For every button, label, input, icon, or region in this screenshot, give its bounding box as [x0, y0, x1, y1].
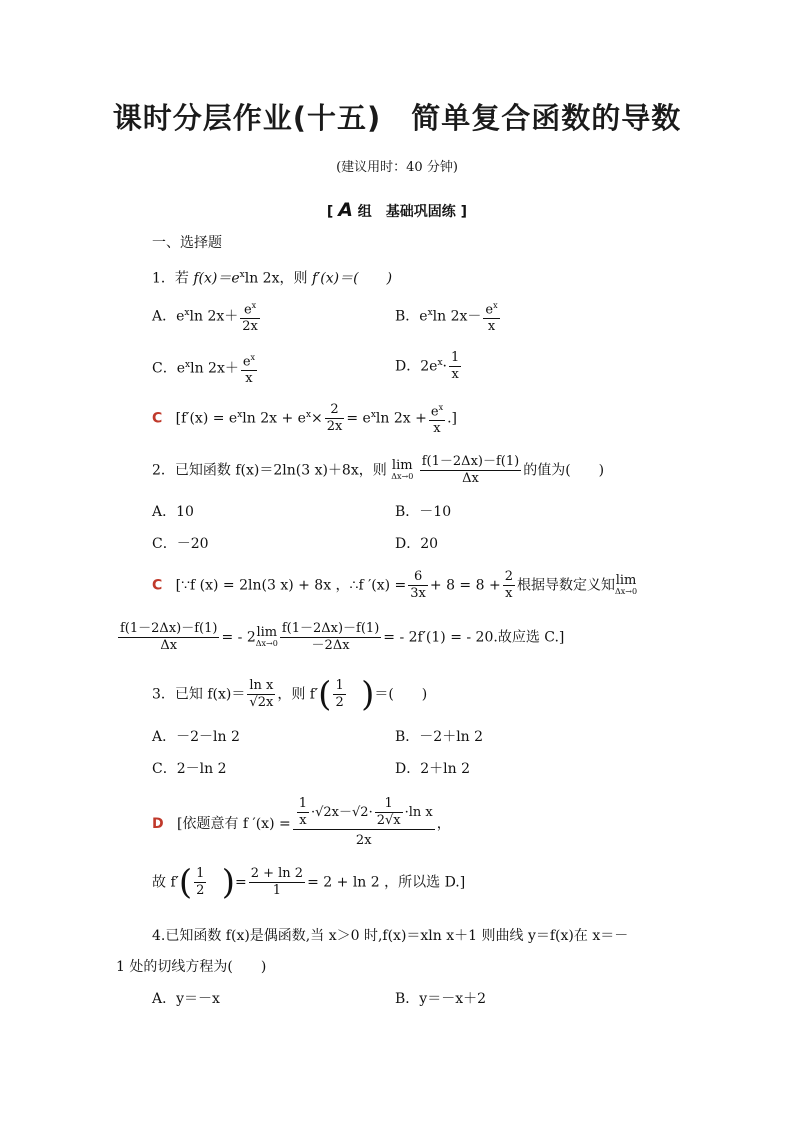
denominator: 2x: [355, 833, 372, 848]
denominator: 2: [335, 695, 344, 710]
denominator: Δx: [462, 471, 479, 486]
q3-option-c[interactable]: C．2－ln 2: [152, 761, 227, 777]
numerator: 1: [196, 866, 205, 881]
numerator: [240, 298, 260, 319]
numerator: [429, 400, 445, 421]
q1-stem-a: 1．若: [152, 270, 194, 287]
section-heading: 一、选择题: [152, 235, 222, 251]
q2-answer: C: [152, 577, 163, 594]
q4-option-b[interactable]: B．y＝－x＋2: [395, 991, 486, 1007]
option-text: ln 2x＋: [189, 308, 239, 325]
q3-stem-c: ＝( ): [374, 686, 428, 703]
q1-option-c[interactable]: [152, 350, 259, 387]
sol-text: = e: [346, 410, 371, 427]
exp: x: [251, 301, 257, 310]
q3-stem-b: ，则 f′: [277, 686, 319, 703]
exp: x: [427, 308, 433, 319]
denominator: x: [299, 813, 307, 828]
denominator: x: [505, 586, 513, 601]
denominator: 2: [196, 883, 205, 898]
fraction: [280, 621, 381, 654]
sol-text: .]: [447, 410, 457, 427]
q1-solution: [152, 400, 457, 437]
exp: x: [237, 410, 243, 421]
q4-option-a[interactable]: A．y＝－x: [152, 991, 220, 1007]
q3-stem-a: 3．已知 f(x)＝: [152, 686, 246, 703]
numerator: 2: [504, 569, 513, 584]
sol-text: ×: [311, 410, 323, 427]
q3-option-b[interactable]: B．－2＋ln 2: [395, 729, 484, 745]
numerator: 1: [375, 796, 403, 813]
q1-stem-c: ln 2x，则: [244, 270, 312, 287]
option-label: C．: [152, 360, 177, 377]
sol-text: ，: [436, 816, 451, 832]
big-fraction: [293, 796, 435, 852]
numerator: f(1－2Δx)－f(1): [281, 621, 380, 636]
fraction: [333, 678, 345, 711]
denominator: x: [451, 367, 459, 382]
q3-option-d[interactable]: D．2＋ln 2: [395, 761, 470, 777]
right-paren: ): [221, 862, 235, 903]
fraction: [429, 400, 445, 437]
left-paren: (: [318, 674, 332, 715]
fraction: [241, 350, 257, 387]
q2-option-c[interactable]: C．－20: [152, 536, 209, 552]
q1-option-b[interactable]: [395, 298, 502, 335]
q3-answer: D: [152, 816, 164, 832]
numerator: f(1－2Δx)－f(1): [421, 454, 520, 469]
numerator: 6: [408, 569, 428, 586]
numerator: [483, 298, 499, 319]
group-text: 组 基础巩固练: [357, 204, 456, 220]
numerator: f(1－2Δx)－f(1): [120, 621, 218, 636]
denominator: 3x: [410, 586, 426, 601]
option-text: ln 2x－: [432, 308, 482, 325]
exp: x: [305, 410, 312, 421]
option-label: D．: [395, 358, 421, 375]
exp: x: [185, 360, 191, 371]
numerator: 1: [450, 350, 460, 365]
denominator: x: [487, 319, 496, 335]
sol-text: + 8 = 8 +: [429, 577, 501, 594]
exp: x: [437, 357, 443, 368]
option-label: B．: [395, 308, 420, 325]
q2-stem-a: 2．已知函数 f(x)＝2ln(3 x)＋8x，则: [152, 462, 387, 479]
q1-stem-d: f′(x)＝( ): [311, 270, 393, 287]
lim-sub: Δx→0: [255, 639, 278, 648]
exp: x: [493, 301, 498, 310]
q4-stem-line2: 1 处的切线方程为( ): [116, 959, 267, 975]
sol-text: 故 f′: [152, 874, 179, 891]
limit-operator: [391, 460, 413, 481]
numerator: ln x: [249, 678, 274, 693]
exp: x: [438, 403, 444, 412]
q2-stem-b: 的值为( ): [523, 462, 605, 479]
fraction: [483, 298, 499, 335]
exp: x: [250, 353, 256, 362]
q2-solution-line1: [152, 569, 637, 602]
exp: x: [370, 410, 376, 421]
option-text: 2e: [420, 358, 438, 375]
num-text: ·√2x－√2·: [311, 805, 373, 820]
q3-stem: [152, 674, 428, 715]
q2-option-b[interactable]: B．－10: [395, 504, 452, 520]
fraction: [408, 569, 428, 602]
num-text: e: [485, 302, 494, 318]
q3-solution-line1: [152, 796, 451, 852]
sol-text: 根据导数定义知: [516, 577, 615, 594]
group-bracket-left: [: [326, 204, 334, 220]
option-label: A．: [152, 308, 177, 325]
fraction: [297, 796, 309, 829]
num-text: e: [243, 302, 252, 318]
lim-text: lim: [391, 458, 413, 473]
denominator: Δx: [160, 638, 178, 653]
denominator: 2x: [326, 419, 343, 435]
limit-operator: [615, 575, 637, 596]
option-text: ln 2x＋: [190, 360, 239, 377]
sol-text: ln 2x + e: [242, 410, 306, 427]
q1-option-d[interactable]: [395, 350, 463, 383]
denominator: 1: [272, 883, 282, 898]
fraction: [194, 866, 206, 899]
numerator: 1: [298, 796, 307, 811]
fraction: [449, 350, 461, 383]
denominator: x: [433, 421, 441, 437]
sol-text: [f′(x) = e: [175, 410, 238, 427]
q3-option-a[interactable]: A．－2－ln 2: [152, 729, 240, 745]
option-text: e: [176, 360, 186, 377]
fraction: [249, 866, 305, 899]
numerator: [241, 350, 257, 371]
limit-operator: [256, 627, 278, 648]
q1-exp: x: [239, 270, 245, 280]
q2-option-d[interactable]: D．20: [395, 536, 439, 552]
fraction: [503, 569, 515, 602]
q2-option-a[interactable]: A．10: [152, 504, 194, 520]
group-letter: A: [338, 199, 353, 221]
fraction: [375, 796, 403, 829]
numerator: 1: [335, 678, 344, 693]
sol-text: [依题意有 f ′(x) =: [176, 816, 291, 832]
num-text: e: [430, 404, 439, 420]
sol-text: = - 2: [221, 629, 256, 646]
numerator: 2 + ln 2: [250, 866, 304, 881]
group-bracket-right: ]: [460, 204, 468, 220]
lim-text: lim: [256, 625, 278, 640]
q3-solution-line2: [152, 862, 466, 903]
q2-solution-line2: [116, 621, 564, 654]
lim-sub: Δx→0: [614, 587, 638, 596]
sol-text: =: [234, 874, 247, 891]
lim-text: lim: [615, 573, 637, 588]
fraction: [420, 454, 521, 487]
left-paren: (: [178, 862, 193, 903]
q1-stem-b: f(x)＝e: [193, 270, 240, 287]
numerator: 2: [325, 402, 345, 419]
q4-stem-line1: 4.已知函数 f(x)是偶函数,当 x＞0 时,f(x)＝xln x＋1 则曲线 y＝f(x)在 x＝－: [152, 928, 629, 944]
num-text: ·ln x: [404, 805, 433, 820]
sol-text: ln 2x +: [375, 410, 427, 427]
num-text: e: [242, 354, 251, 370]
denominator: x: [245, 371, 253, 387]
fraction: [247, 678, 275, 711]
option-text: e: [419, 308, 428, 325]
q1-option-a[interactable]: [152, 298, 262, 335]
denominator: 2x: [242, 319, 258, 335]
denominator: 2√x: [376, 813, 401, 828]
fraction: [240, 298, 260, 335]
q2-stem: [152, 454, 604, 487]
q1-answer: C: [152, 410, 163, 427]
exp: x: [184, 308, 190, 319]
fraction: [118, 621, 219, 654]
option-text: e: [176, 308, 185, 325]
q1-stem: [152, 266, 392, 288]
sol-text: [∵f (x) = 2ln(3 x) + 8x ，∴f ′(x) =: [175, 577, 407, 594]
option-text: ·: [442, 358, 447, 375]
denominator: －2Δx: [311, 638, 350, 653]
fraction: [325, 402, 345, 435]
suggested-time: (建议用时：40 分钟): [336, 160, 458, 175]
lim-sub: Δx→0: [391, 472, 414, 481]
sol-text: = 2 + ln 2 ，所以选 D.]: [307, 874, 466, 891]
page-title: 课时分层作业(十五) 简单复合函数的导数: [112, 101, 682, 135]
numerator: [293, 796, 435, 830]
right-paren: ): [361, 674, 375, 715]
group-heading: [0, 199, 794, 221]
sol-text: = - 2f′(1) = - 20.故应选 C.]: [383, 629, 565, 646]
denominator: √2x: [249, 695, 274, 710]
